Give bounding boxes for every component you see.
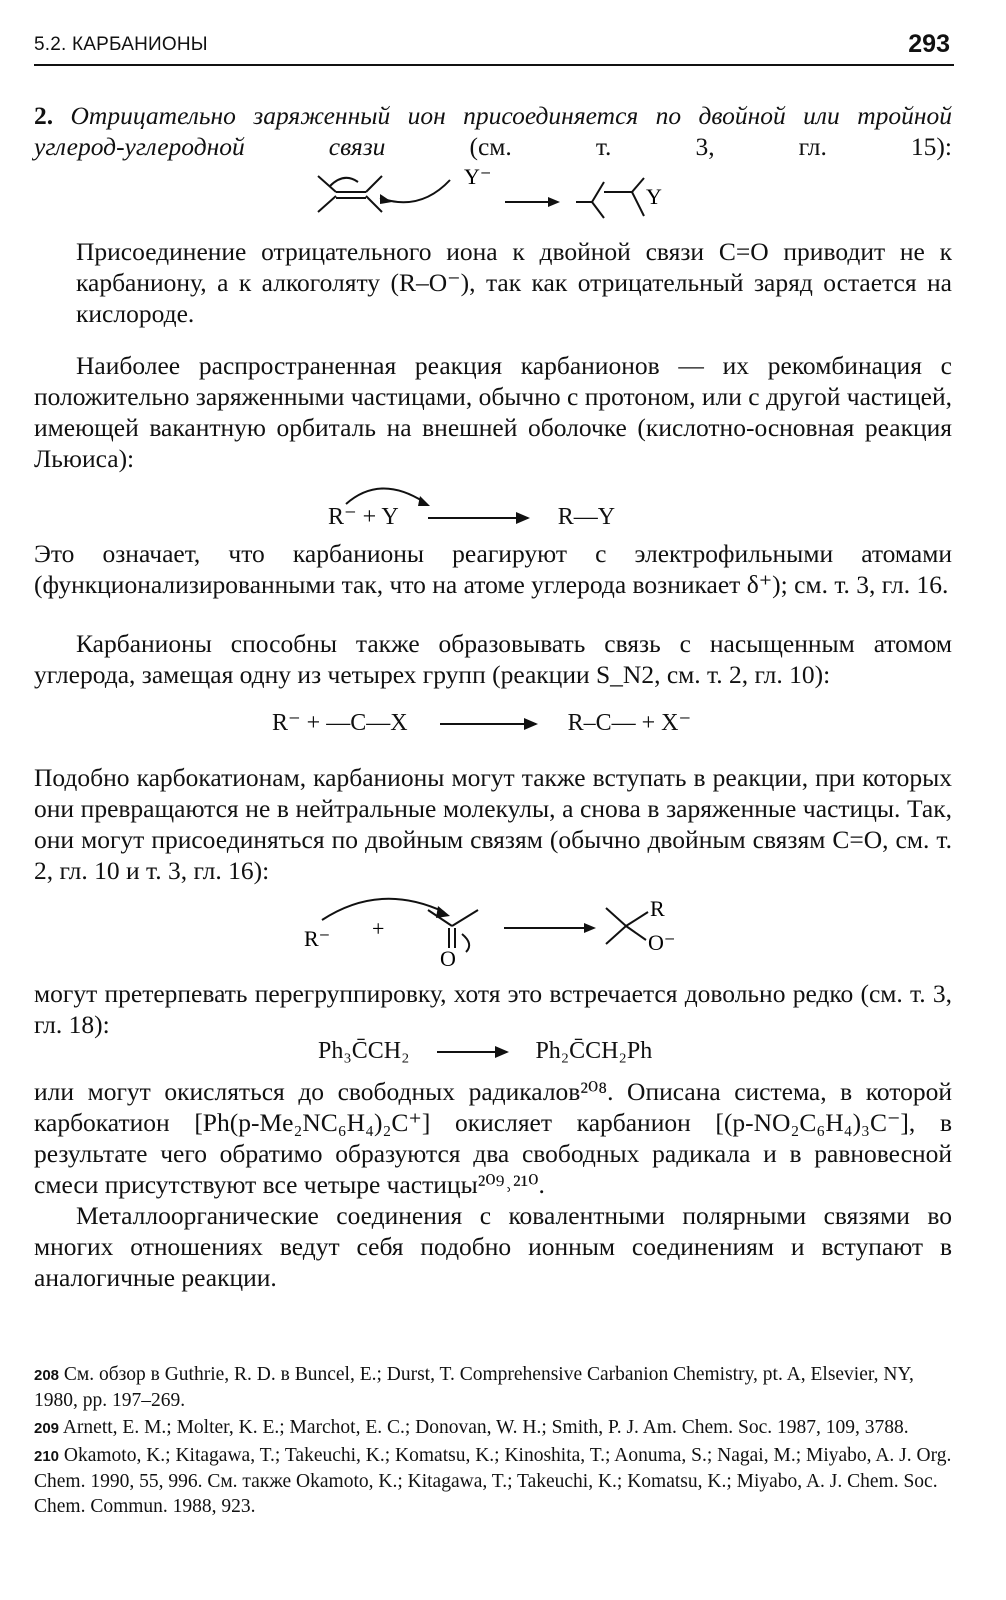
paragraph-6: или могут окисляться до свободных радикалов²⁰⁸. Описана система, в которой карбокатион [Ph(p-Me₂NC₆H₄)₂C⁺] окисляет карбанион [(p-NO₂C₆H₄)₃C⁻], в результате чего обратимо образуются два свободных радикала и в равновесной смеси присутствуют все четыре частицы²⁰⁹˒²¹⁰. xyxy=(34,1077,952,1199)
footnote-number: 208 xyxy=(34,1367,60,1384)
arrow-icon xyxy=(440,723,536,725)
scheme-carbonyl-addition xyxy=(300,888,700,971)
footnote-number: 209 xyxy=(34,1420,60,1437)
page-number: 293 xyxy=(908,30,950,58)
scheme-reagent-label: Y⁻ xyxy=(464,164,492,189)
item-2-note: Присоединение отрицательного иона к двойной связи C=O приводит не к карбаниону, а к алкоголяту (R–O⁻), так как отрицательный заряд остается на кислороде. xyxy=(76,237,952,328)
equation-2-left: R⁻ + —C—X xyxy=(272,710,408,736)
footnote-209 xyxy=(34,1415,952,1441)
equation-2-product: R–C— + X⁻ xyxy=(567,710,692,736)
scheme-3-prod-o: O⁻ xyxy=(648,930,676,955)
equation-4 xyxy=(318,1038,652,1065)
footnote-text: См. обзор в Guthrie, R. D. в Buncel, E.; Durst, T. Comprehensive Carbanion Chemistry, pt. A, Elsevier, NY, 1980, pp. 197–269. xyxy=(34,1364,914,1411)
footnote-210 xyxy=(34,1443,952,1519)
paragraph-7: Металлоорганические соединения с ковалентными полярными связями во многих отношениях ведут себя подобно ионным соединениям и вступают в аналогичные реакции. xyxy=(34,1201,952,1292)
equation-1-left: R⁻ + Y xyxy=(328,504,398,530)
scheme-3-plus: + xyxy=(372,916,385,941)
curved-arrow-icon xyxy=(340,480,460,510)
item-2 xyxy=(34,100,952,162)
scheme-3-prod-r: R xyxy=(650,896,665,921)
scheme-3-o: O xyxy=(440,946,456,971)
item-2-ref: (см. т. 3, гл. 15): xyxy=(469,132,953,161)
footnote-208 xyxy=(34,1362,952,1413)
arrow-icon xyxy=(437,1051,507,1053)
item-2-italic: Отрицательно заряженный ион присоединяется по двойной или тройной углерод-углеродной связи xyxy=(34,101,953,161)
footnotes xyxy=(34,1362,952,1519)
arrow-icon xyxy=(428,517,528,519)
item-number: 2. xyxy=(34,101,54,130)
equation-4-left: Ph₃C̄CH₂ xyxy=(318,1038,410,1064)
paragraph-1: Наиболее распространенная реакция карбанионов — их рекомбинация с положительно заряженными частицами, обычно с протоном, или с другой частицей, имеющей вакантную орбиталь на внешней оболочке (кислотно-основная реакция Льюиса): xyxy=(34,351,952,473)
paragraph-3: Карбанионы способны также образовывать связь с насыщенным атомом углерода, замещая одну из четырех групп (реакции S_N2, см. т. 2, гл. 10): xyxy=(34,629,952,689)
equation-2 xyxy=(272,708,691,737)
footnote-text: Arnett, E. M.; Molter, K. E.; Marchot, E. C.; Donovan, W. H.; Smith, P. J. Am. Chem. Soc. 1987, 109, 3788. xyxy=(62,1417,909,1438)
paragraph-4: Подобно карбокатионам, карбанионы могут также вступать в реакции, при которых они превращаются не в нейтральные молекулы, а снова в заряженные частицы. Так, они могут присоединяться по двойным связям (обычно двойным связям C=O, см. т. 2, гл. 10 и т. 3, гл. 16): xyxy=(34,763,952,885)
running-header xyxy=(34,30,954,66)
section-title: 5.2. КАРБАНИОНЫ xyxy=(34,34,208,55)
equation-1-product: R—Y xyxy=(557,504,616,530)
scheme-3-r: R⁻ xyxy=(304,926,331,951)
footnote-number: 210 xyxy=(34,1448,60,1465)
scheme-alkene-addition xyxy=(300,164,720,228)
equation-4-product: Ph₂C̄CH₂Ph xyxy=(535,1038,653,1064)
footnote-text: Okamoto, K.; Kitagawa, T.; Takeuchi, K.; Komatsu, K.; Kinoshita, T.; Aonuma, S.; Nagai, M.; Miyabo, A. J. Org. Chem. 1990, 55, 996. См. также Okamoto, K.; Kitagawa, T.; Takeuchi, K.; Komatsu, K.; Miyabo, A. J. Chem. Soc. Chem. Commun. 1988, 923. xyxy=(34,1445,952,1517)
scheme-product-label: Y xyxy=(646,184,662,209)
paragraph-2: Это означает, что карбанионы реагируют с электрофильными атомами (функционализированными так, что на атоме углерода возникает δ⁺); см. т. 3, гл. 16. xyxy=(34,539,952,599)
paragraph-5: могут претерпевать перегруппировку, хотя это встречается довольно редко (см. т. 3, гл. 18): xyxy=(34,979,952,1039)
